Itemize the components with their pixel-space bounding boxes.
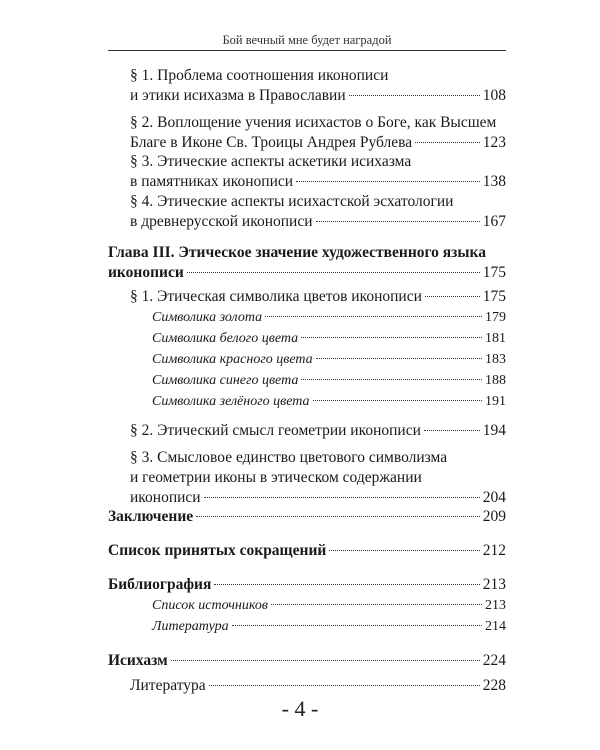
toc-entry-text: § 2. Воплощение учения исихастов о Боге, как Высшем xyxy=(130,114,497,131)
toc-entry-text: Список принятых сокращений xyxy=(108,542,327,559)
toc-entry-section-2[interactable] xyxy=(130,113,506,153)
dot-leader xyxy=(187,272,480,273)
toc-entry-text: в древнерусской иконописи xyxy=(130,213,313,230)
toc-page-number: 204 xyxy=(482,489,506,506)
toc-page-number: 138 xyxy=(482,173,506,190)
toc-entry-red-symbolism[interactable] xyxy=(152,350,506,370)
dot-leader xyxy=(301,379,482,380)
toc-entry-text: иконописи xyxy=(108,264,184,281)
toc-entry-text: Символика красного цвета xyxy=(152,352,313,367)
toc-entry-section-4[interactable] xyxy=(130,192,506,232)
toc-entry-text: Благе в Иконе Св. Троицы Андрея Рублева xyxy=(130,134,413,151)
dot-leader xyxy=(171,660,480,661)
toc-entry-conclusion[interactable] xyxy=(108,507,506,527)
toc-entry-bibliography[interactable] xyxy=(108,575,506,595)
toc-entry-text: иконописи xyxy=(130,489,201,506)
toc-entry-text: § 2. Этический смысл геометрии иконописи xyxy=(130,422,421,439)
dot-leader xyxy=(271,604,482,605)
toc-entry-abbreviations[interactable] xyxy=(108,541,506,561)
toc-entry-text: Библиография xyxy=(108,576,212,593)
toc-page-number: 213 xyxy=(485,598,506,613)
toc-entry-text: Литература xyxy=(152,619,229,634)
toc-page-number: 179 xyxy=(485,310,506,325)
dot-leader xyxy=(209,685,480,686)
toc-entry-text: и этики исихазма в Православии xyxy=(130,87,346,104)
dot-leader xyxy=(316,358,482,359)
toc-page-number: 224 xyxy=(482,652,506,669)
toc-page-number: 175 xyxy=(482,288,506,305)
toc-page-number: 191 xyxy=(485,394,506,409)
dot-leader xyxy=(329,550,479,551)
toc-page-number: 194 xyxy=(482,422,506,439)
toc-entry-green-symbolism[interactable] xyxy=(152,392,506,412)
toc-entry-text: Символика синего цвета xyxy=(152,373,299,388)
toc-page-number: 213 xyxy=(482,576,506,593)
toc-page-number: 188 xyxy=(485,373,506,388)
toc-entry-text: Символика зелёного цвета xyxy=(152,394,310,409)
dot-leader xyxy=(424,430,480,431)
toc-page-number: 175 xyxy=(482,264,506,281)
toc-entry-literature[interactable] xyxy=(152,617,506,637)
dot-leader xyxy=(204,497,480,498)
dot-leader xyxy=(214,584,479,585)
toc-page-number: 108 xyxy=(482,87,506,104)
dot-leader xyxy=(349,95,480,96)
dot-leader xyxy=(232,625,482,626)
toc-entry-chapter-3-section-3[interactable] xyxy=(130,448,506,508)
toc-entry-text: Исихазм xyxy=(108,652,168,669)
toc-entry-chapter-3-section-1[interactable] xyxy=(130,287,506,307)
toc-entry-text: и геометрии иконы в этическом содержании xyxy=(130,469,422,486)
toc-entry-gold-symbolism[interactable] xyxy=(152,308,506,328)
toc-entry-blue-symbolism[interactable] xyxy=(152,371,506,391)
toc-page-number: 167 xyxy=(482,213,506,230)
toc-entry-section-3[interactable] xyxy=(130,152,506,192)
toc-entry-chapter-3[interactable] xyxy=(108,243,506,283)
toc-entry-sources-list[interactable] xyxy=(152,596,506,616)
toc-entry-text: Список источников xyxy=(152,598,268,613)
toc-entry-text: § 4. Этические аспекты исихастской эсхатологии xyxy=(130,193,454,210)
toc-entry-text: в памятниках иконописи xyxy=(130,173,294,190)
toc-entry-hesychasm-literature[interactable] xyxy=(130,676,506,696)
toc-entry-text: Заключение xyxy=(108,508,194,525)
toc-entry-text: Символика белого цвета xyxy=(152,331,299,346)
dot-leader xyxy=(415,142,480,143)
toc-entry-text: Глава III. Этическое значение художественного языка xyxy=(108,244,486,261)
dot-leader xyxy=(196,516,480,517)
toc-page-number: 181 xyxy=(485,331,506,346)
dot-leader xyxy=(265,316,482,317)
dot-leader xyxy=(296,181,480,182)
running-header-title: Бой вечный мне будет наградой xyxy=(222,33,392,47)
toc-entry-white-symbolism[interactable] xyxy=(152,329,506,349)
toc-entry-text: Литература xyxy=(130,677,206,694)
toc-page-number: 183 xyxy=(485,352,506,367)
toc-page-number: 212 xyxy=(482,542,506,559)
page-footer xyxy=(0,696,600,722)
dot-leader xyxy=(313,400,482,401)
page-number: - 4 - xyxy=(281,696,319,721)
dot-leader xyxy=(425,296,480,297)
dot-leader xyxy=(316,221,480,222)
toc-page-number: 123 xyxy=(482,134,506,151)
toc-page-number: 209 xyxy=(482,508,506,525)
toc-entry-text: § 1. Проблема соотношения иконописи xyxy=(130,67,389,84)
toc-entry-chapter-3-section-2[interactable] xyxy=(130,421,506,441)
toc-entry-text: § 3. Этические аспекты аскетики исихазма xyxy=(130,153,412,170)
toc-entry-text: § 1. Этическая символика цветов иконописи xyxy=(130,288,422,305)
toc-page-number: 228 xyxy=(482,677,506,694)
toc-entry-hesychasm[interactable] xyxy=(108,651,506,671)
toc-entry-section-1[interactable] xyxy=(130,66,506,106)
toc-entry-text: § 3. Смысловое единство цветового символизма xyxy=(130,449,448,466)
toc-entry-text: Символика золота xyxy=(152,310,263,325)
dot-leader xyxy=(301,337,482,338)
toc-page-number: 214 xyxy=(485,619,506,634)
